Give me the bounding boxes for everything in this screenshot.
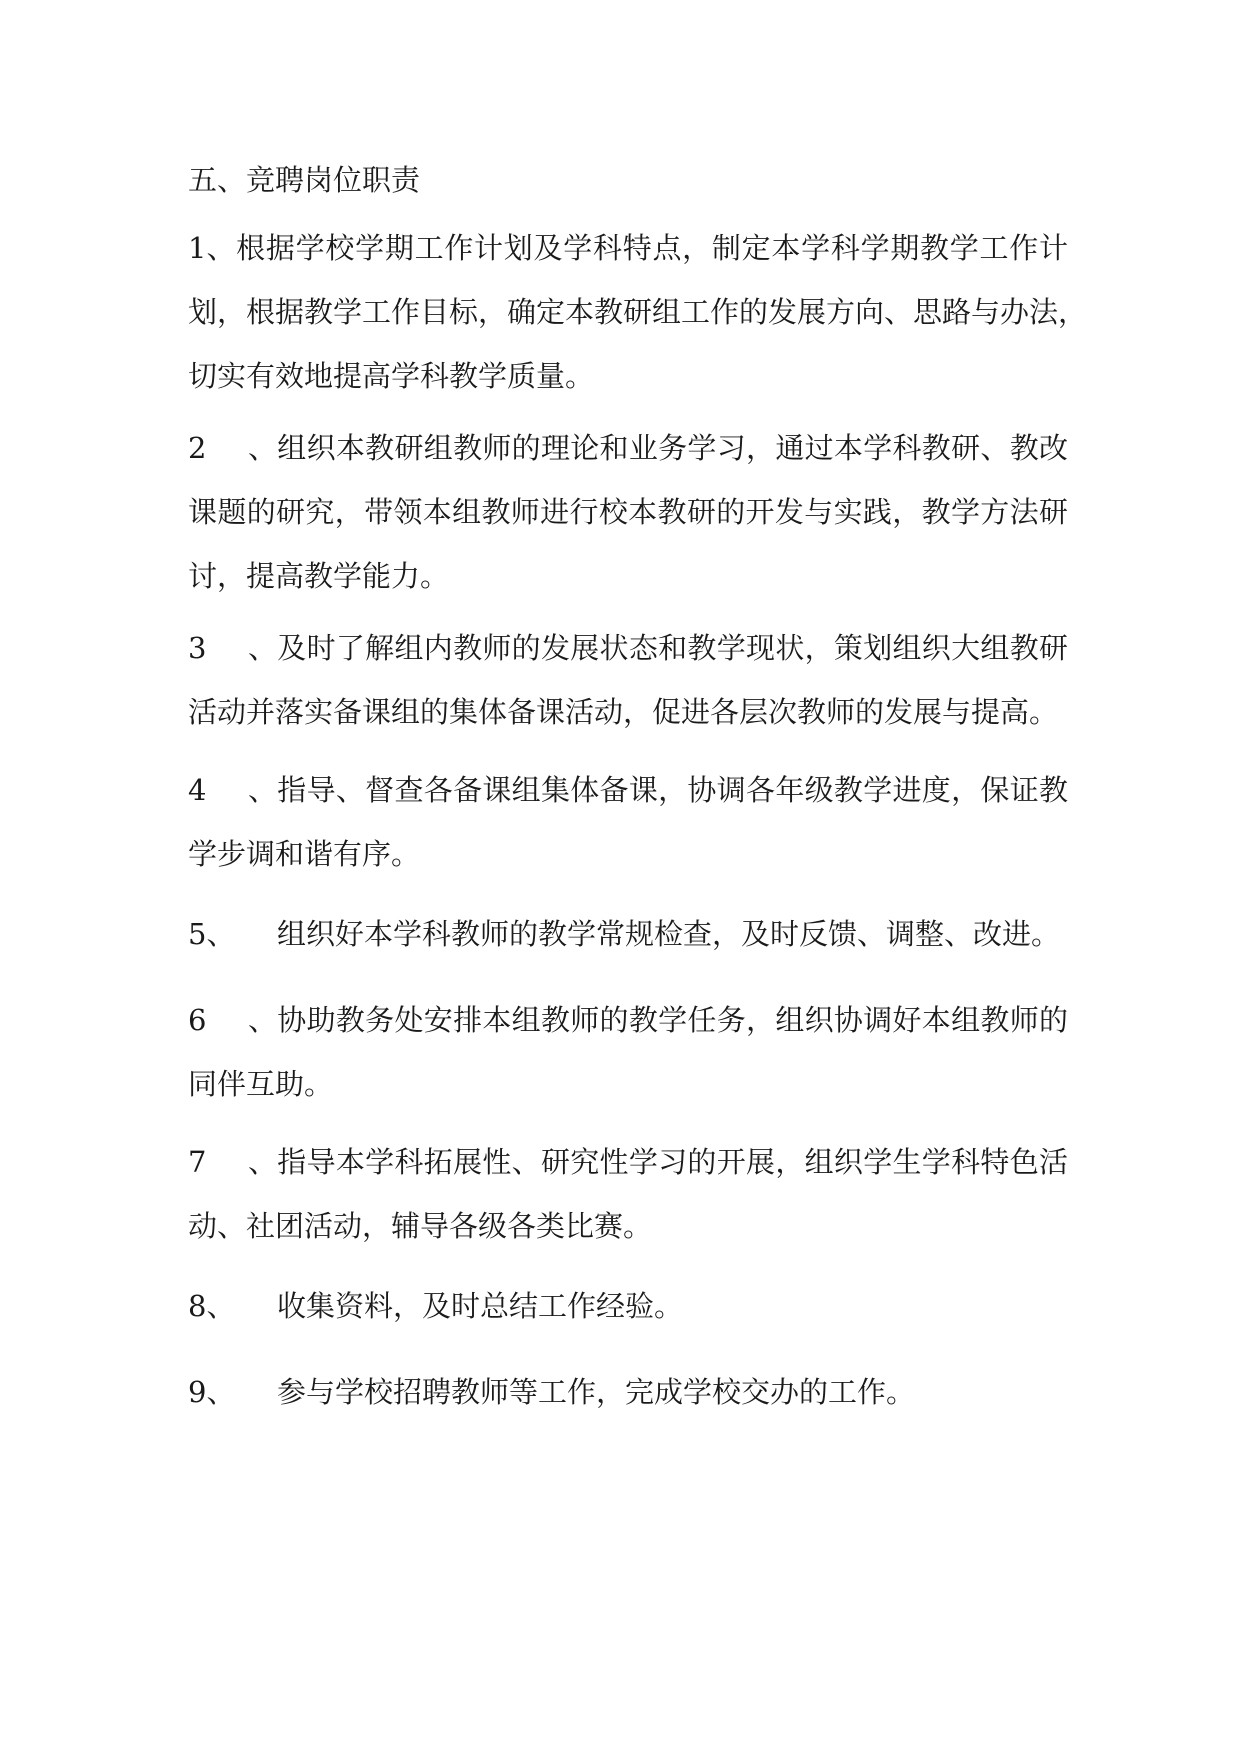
duty-item-1-line-2: 划，根据教学工作目标，确定本教研组工作的发展方向、思路与办法， [188, 295, 1088, 329]
duty-item-4-line-2: 学步调和谐有序。 [188, 837, 421, 871]
duty-item-number: 4、 [188, 773, 277, 807]
duty-item-4 [188, 758, 1068, 886]
duty-item-1-line-3: 切实有效地提高学科教学质量。 [188, 359, 595, 393]
duty-item-9 [188, 1360, 1068, 1424]
duty-item-7 [188, 1130, 1068, 1258]
section-heading: 五、竞聘岗位职责 [188, 163, 421, 197]
duty-item-number: 1、 [188, 231, 236, 265]
duty-item-number: 2、 [188, 431, 277, 465]
duty-item-3 [188, 616, 1068, 744]
duty-item-2-line-3: 讨，提高教学能力。 [188, 559, 450, 593]
duty-item-7-line-2: 动、社团活动，辅导各级各类比赛。 [188, 1209, 653, 1243]
duty-item-number: 7、 [188, 1145, 277, 1179]
duty-item-9-line-1: 9、 参与学校招聘教师等工作，完成学校交办的工作。 [188, 1360, 1068, 1424]
duty-item-3-line-1: 3、及时了解组内教师的发展状态和教学现状，策划组织大组教研 [188, 616, 1068, 680]
duty-item-6-line-2: 同伴互助。 [188, 1067, 334, 1101]
duty-item-3-line-2: 活动并落实备课组的集体备课活动，促进各层次教师的发展与提高。 [188, 695, 1059, 729]
duty-item-2-line-2: 课题的研究，带领本组教师进行校本教研的开发与实践，教学方法研 [188, 495, 1068, 529]
duty-item-2 [188, 416, 1068, 608]
duty-item-7-line-1: 7、指导本学科拓展性、研究性学习的开展，组织学生学科特色活 [188, 1130, 1068, 1194]
duty-item-number: 9、 [188, 1375, 236, 1409]
duty-item-8-line-1: 8、 收集资料，及时总结工作经验。 [188, 1274, 1068, 1338]
duty-item-number: 8、 [188, 1289, 236, 1323]
duty-item-5-line-1: 5、 组织好本学科教师的教学常规检查，及时反馈、调整、改进。 [188, 902, 1068, 966]
duty-item-6 [188, 988, 1068, 1116]
duty-item-4-line-1: 4、指导、督查各备课组集体备课，协调各年级教学进度，保证教 [188, 758, 1068, 822]
duty-item-number: 5、 [188, 917, 236, 951]
duty-item-5 [188, 902, 1068, 966]
duty-item-number: 3、 [188, 631, 277, 665]
duty-item-1-line-1: 1、根据学校学期工作计划及学科特点，制定本学科学期教学工作计 [188, 216, 1068, 280]
duty-item-6-line-1: 6、协助教务处安排本组教师的教学任务，组织协调好本组教师的 [188, 988, 1068, 1052]
duty-item-1 [188, 216, 1088, 408]
duty-item-8 [188, 1274, 1068, 1338]
duty-item-number: 6、 [188, 1003, 277, 1037]
duty-item-2-line-1: 2、组织本教研组教师的理论和业务学习，通过本学科教研、教改 [188, 416, 1068, 480]
